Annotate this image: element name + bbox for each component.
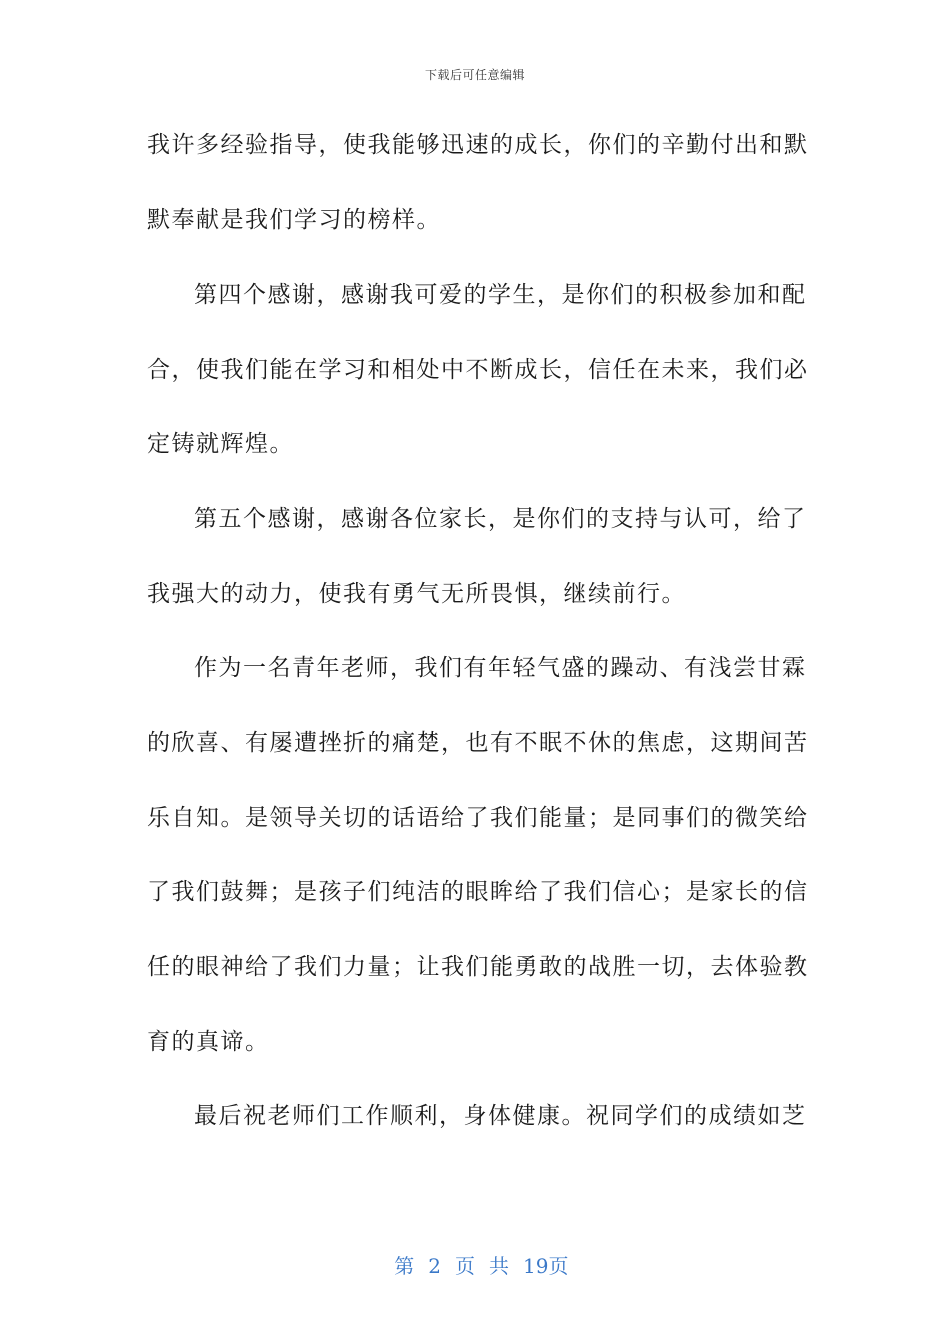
body-line-7: 我强大的动力，使我有勇气无所畏惧，继续前行。 [147,581,686,607]
body-line-2: 默奉献是我们学习的榜样。 [147,207,441,233]
page-number-footer [0,1226,950,1279]
body-line-10: 乐自知。是领导关切的话语给了我们能量；是同事们的微笑给 [147,805,809,831]
footer-total-pages: 19 [523,1254,549,1278]
body-line-4: 合，使我们能在学习和相处中不断成长，信任在未来，我们必 [147,357,809,383]
body-line-12: 任的眼神给了我们力量；让我们能勇敢的战胜一切，去体验教 [147,954,809,980]
body-line-11: 了我们鼓舞；是孩子们纯洁的眼眸给了我们信心；是家长的信 [147,879,809,905]
body-line-13: 育的真谛。 [147,1029,270,1055]
body-line-1: 我许多经验指导，使我能够迅速的成长，你们的辛勤付出和默 [147,132,809,158]
body-line-8: 作为一名青年老师，我们有年轻气盛的躁动、有浅尝甘霖 [194,655,807,681]
body-line-5: 定铸就辉煌。 [147,431,294,457]
page-header-note: 下载后可任意编辑 [424,68,525,82]
body-line-14: 最后祝老师们工作顺利，身体健康。祝同学们的成绩如芝 [194,1103,807,1129]
footer-suffix: 页 [548,1254,569,1278]
footer-current-page: 2 [428,1254,441,1278]
body-line-6: 第五个感谢，感谢各位家长，是你们的支持与认可，给了 [194,506,807,532]
footer-prefix: 第 [394,1254,415,1278]
body-line-9: 的欣喜、有屡遭挫折的痛楚，也有不眠不休的焦虑，这期间苦 [147,730,809,756]
body-line-3: 第四个感谢，感谢我可爱的学生，是你们的积极参加和配 [194,282,807,308]
footer-total-word: 共 [489,1254,509,1278]
footer-page-word: 页 [455,1254,475,1278]
